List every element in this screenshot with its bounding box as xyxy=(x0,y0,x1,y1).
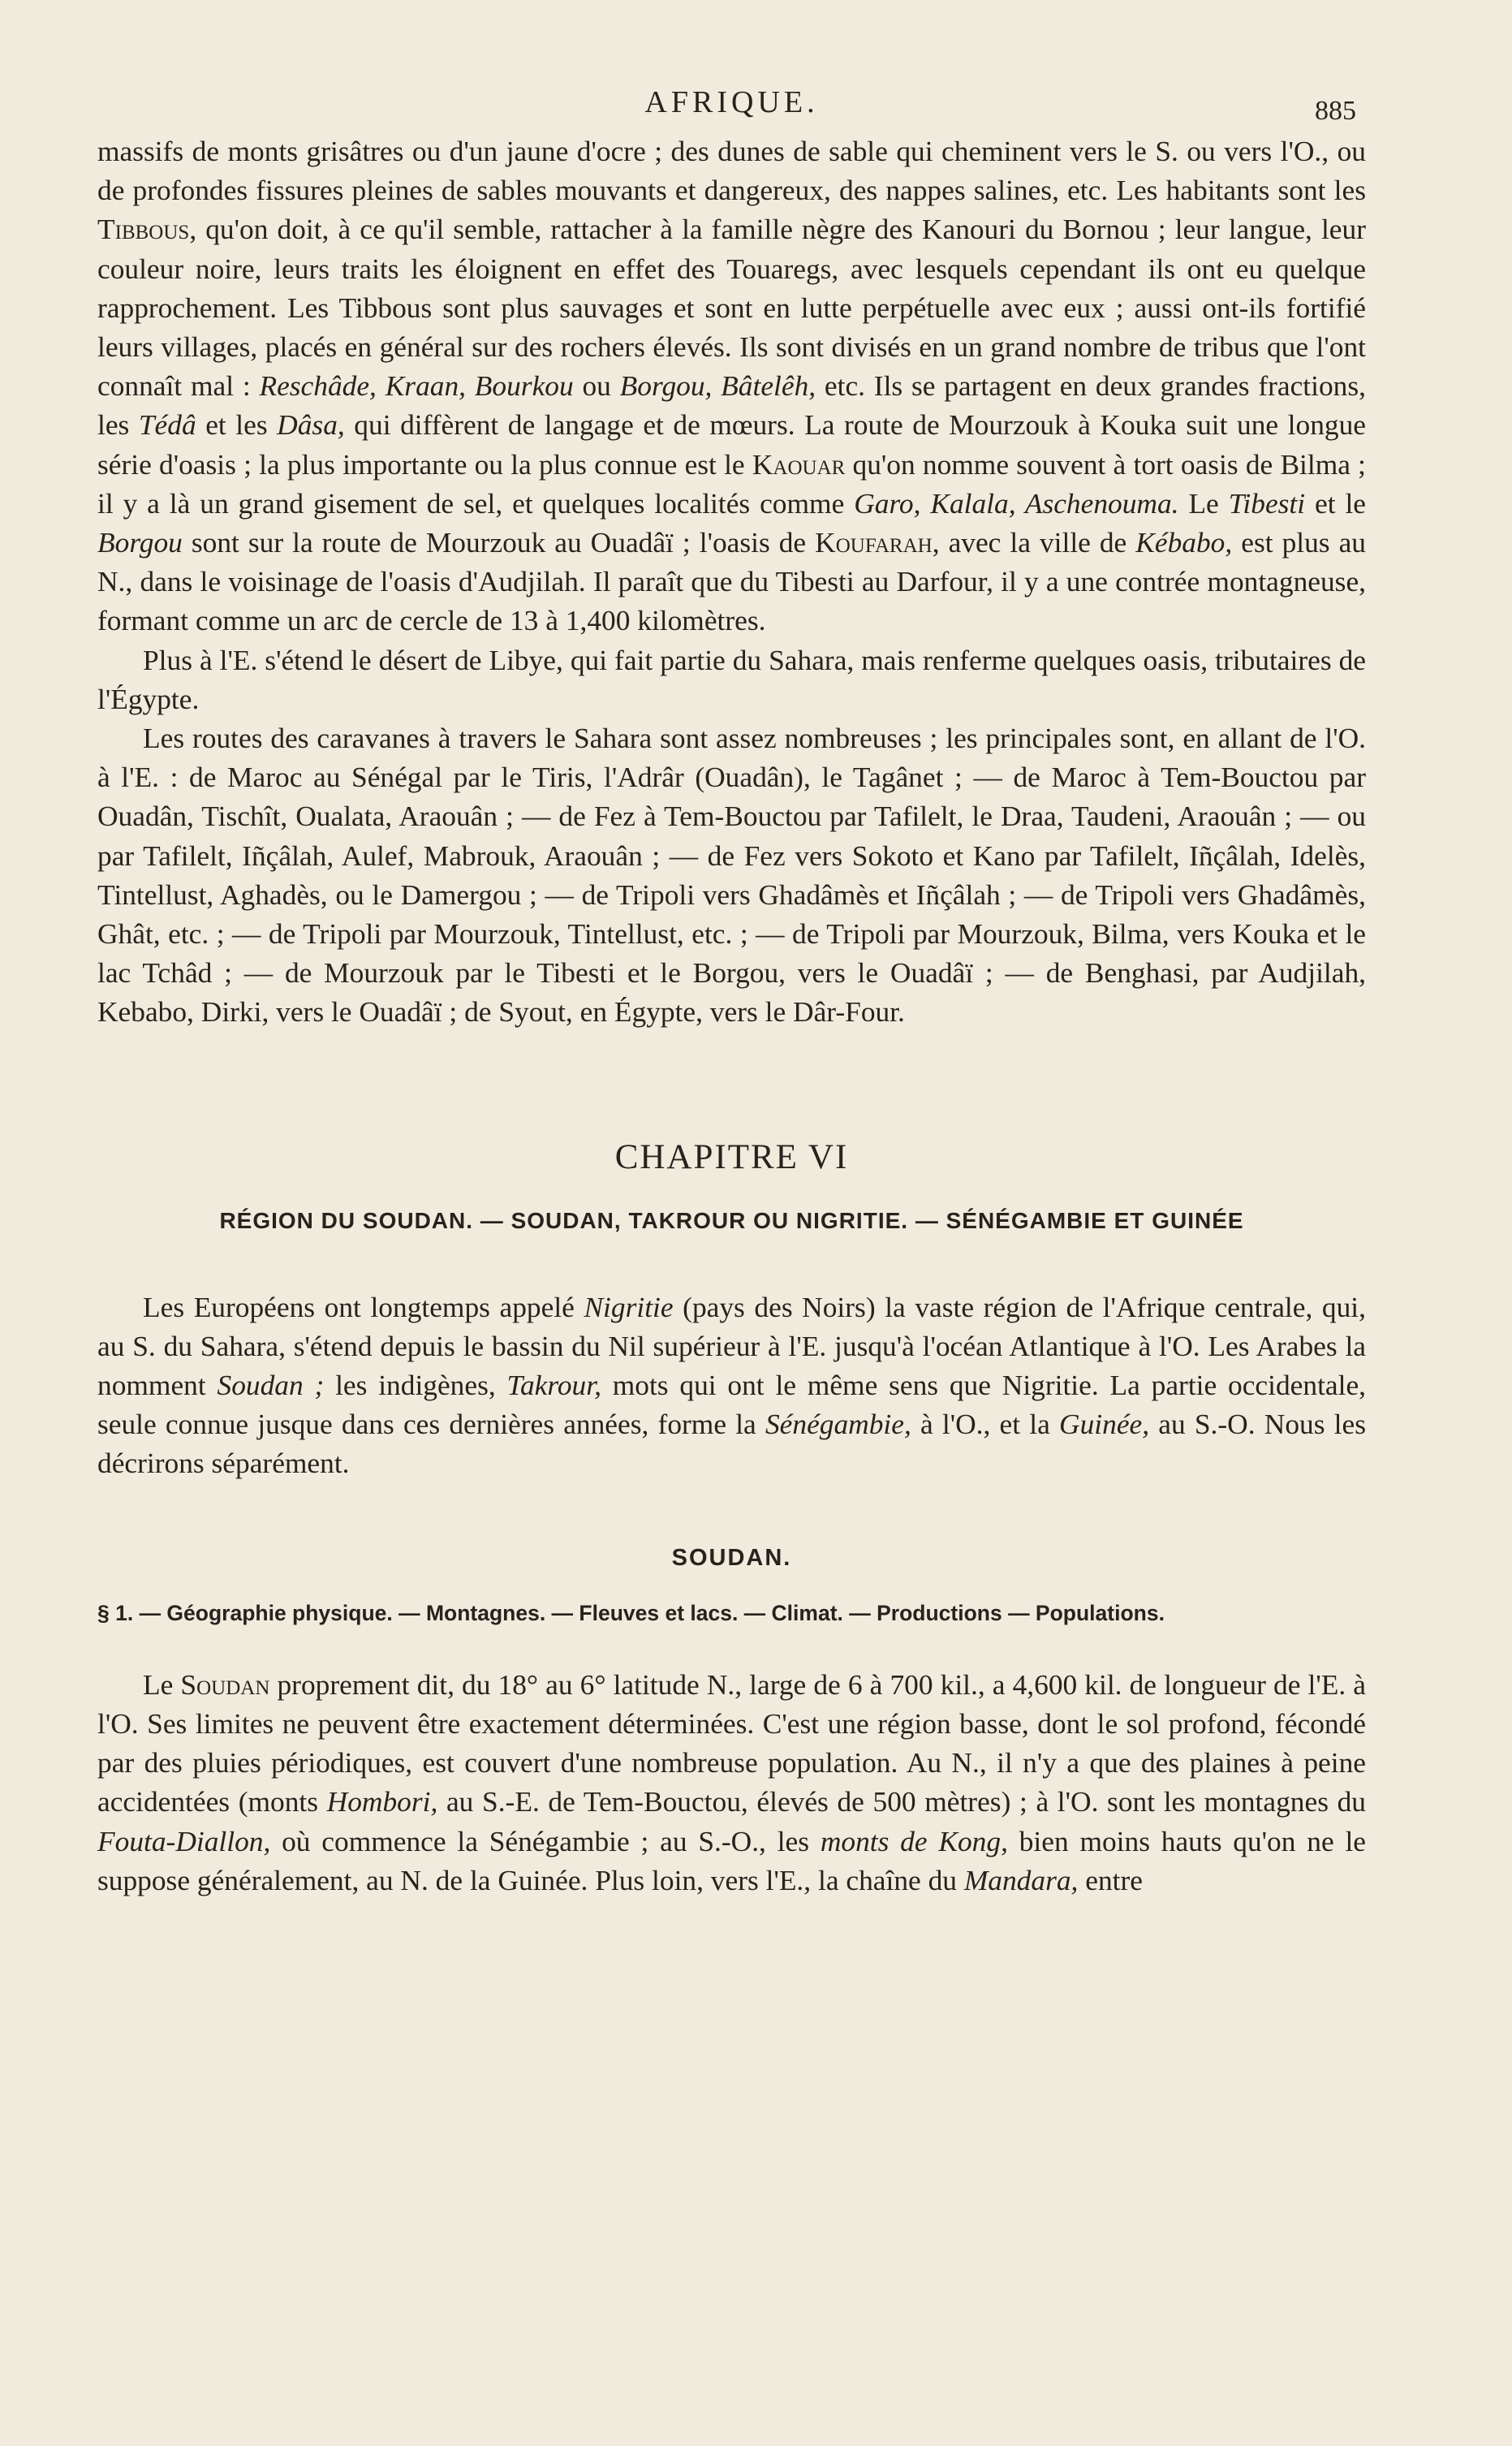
text-run: proprement dit, du 18° au 6° latitude N., large de 6 à 700 kil., a 4,600 kil. de longueur de l'E. à l'O. Ses limites ne peuvent être exactement déterminées. C'est une région basse, dont le sol profond, fécondé par des pluies périodiques, est couvert d'une nombreuse population. Au N., il n'y a que des plaines à peine accidentées (monts xyxy=(97,1667,1366,1818)
italic-term: Guinée, xyxy=(1059,1408,1150,1441)
chapter-subtitle: RÉGION DU SOUDAN. — SOUDAN, TAKROUR OU NIGRITIE. — SÉNÉGAMBIE ET GUINÉE xyxy=(219,1207,1244,1233)
text-run: bien moins hauts qu'on ne le suppose généralement, au N. de la Guinée. Plus loin, vers l'E., la chaîne du xyxy=(97,1824,1366,1896)
small-caps-term: Koufarah xyxy=(815,526,933,559)
italic-term: Fouta-Diallon, xyxy=(97,1824,271,1857)
italic-term: Kébabo, xyxy=(1135,526,1233,559)
text-run: , qu'on doit, à ce qu'il semble, rattacher à la famille nègre des Kanouri du Bornou ; leur langue, leur couleur noire, leurs traits les éloignent en effet des Touaregs, avec lesquels cependant ils ont eu quelque rapprochement. Les Tibbous sont plus sauvages et sont en lutte perpétuelle avec eux ; aussi ont-ils fortifié leurs villages, placés en général sur des rochers élevés. Ils sont divisés en un grand nombre de tribus que l'ont connaît mal : xyxy=(97,213,1366,403)
text-run: qu'on nomme souvent à tort oasis de Bilma ; il y a là un grand gisement de sel, et quelques localités comme xyxy=(97,447,1366,520)
italic-term: Hombori, xyxy=(326,1785,438,1818)
text-run: entre xyxy=(1078,1863,1143,1896)
text-run: mots qui ont le même sens que Nigritie. La partie occidentale, seule connue jusque dans ces dernières années, forme la xyxy=(97,1369,1367,1441)
italic-term: Borgou, Bâtelêh, xyxy=(619,369,816,403)
text-run: au S.-E. de Tem-Bouctou, élevés de 500 mètres) ; à l'O. sont les montagnes du xyxy=(437,1785,1366,1818)
italic-term: Garo, Kalala, Aschenouma. xyxy=(854,486,1179,520)
paragraph-soudan xyxy=(97,1665,1366,1900)
text-run: Le xyxy=(143,1667,181,1701)
small-caps-term: Tibbous xyxy=(97,213,190,246)
paragraph-libye: Plus à l'E. s'étend le désert de Libye, qui fait partie du Sahara, mais renferme quelques oasis, tributaires de l'Égypte. xyxy=(97,643,1366,715)
italic-term: Takrour, xyxy=(506,1369,601,1402)
section-heading: SOUDAN. xyxy=(671,1544,792,1571)
page-number: 885 xyxy=(1315,96,1356,126)
running-title: AFRIQUE. xyxy=(644,85,819,119)
running-header xyxy=(97,71,1366,128)
small-caps-term: Kaouar xyxy=(752,447,846,481)
small-caps-term: Soudan xyxy=(180,1667,270,1701)
text-run: Les Européens ont longtemps appelé xyxy=(143,1290,584,1323)
italic-term: Nigritie xyxy=(584,1290,674,1323)
chapter-title: CHAPITRE VI xyxy=(614,1137,849,1176)
text-run: , avec la ville de xyxy=(932,526,1136,559)
italic-term: Mandara, xyxy=(963,1863,1079,1896)
subsection-heading: § 1. — Géographie physique. — Montagnes. — Fleuves et lacs. — Climat. — Productions — Populations. xyxy=(97,1600,1165,1625)
italic-term: monts de Kong, xyxy=(820,1824,1008,1857)
italic-term: Tédâ xyxy=(138,408,196,442)
text-run: les indigènes, xyxy=(324,1369,507,1402)
text-run: où commence la Sénégambie ; au S.-O., les xyxy=(270,1824,821,1857)
text-run: sont sur la route de Mourzouk au Ouadâï ; l'oasis de xyxy=(182,526,816,559)
text-run: qui diffèrent de langage et de mœurs. La route de Mourzouk à Kouka suit une longue série d'oasis ; la plus importante ou la plus connue est le xyxy=(97,408,1366,481)
text-run: est plus au N., dans le voisinage de l'oasis d'Audjilah. Il paraît que du Tibesti au Darfour, il y a une contrée montagneuse, formant comme un arc de cercle de 13 à 1,400 kilomètres. xyxy=(97,526,1366,637)
text-run: à l'O., et la xyxy=(911,1408,1060,1441)
italic-term: Borgou xyxy=(97,526,183,559)
italic-term: Reschâde, Kraan, Bourkou xyxy=(259,369,574,403)
paragraph-caravan-routes: Les routes des caravanes à travers le Sahara sont assez nombreuses ; les principales sont, en allant de l'O. à l'E. : de Maroc au Sénégal par le Tiris, l'Adrâr (Ouadân), le Tagânet ; — de Maroc à Tem-Bouctou par Ouadân, Tischît, Oualata, Araouân ; — de Fez à Tem-Bouctou par Tafilelt, le Draa, Taudeni, Araouân ; — ou par Tafilelt, Iñçâlah, Aulef, Mabrouk, Araouân ; — de Fez vers Sokoto et Kano par Tafilelt, Iñçâlah, Idelès, Tintellust, Aghadès, ou le Damergou ; — de Tripoli vers Ghadâmès et Iñçâlah ; — de Tripoli vers Ghadâmès, Ghât, etc. ; — de Tripoli par Mourzouk, Tintellust, etc. ; — de Tripoli par Mourzouk, Bilma, vers Kouka et le lac Tchâd ; — de Mourzouk par le Tibesti et le Borgou, vers le Ouadâï ; — de Benghasi, par Audjilah, Kebabo, Dirki, vers le Ouadâï ; de Syout, en Égypte, vers le Dâr-Four. xyxy=(97,722,1366,1029)
text-run: et les xyxy=(196,408,278,442)
text-run: Le xyxy=(1178,486,1229,520)
text-run: etc. Ils se partagent en deux grandes fractions, les xyxy=(97,369,1366,442)
paragraph-tibbous xyxy=(97,132,1366,641)
text-run: ou xyxy=(573,369,620,403)
paragraph-nigritie xyxy=(97,1288,1366,1483)
italic-term: Sénégambie, xyxy=(765,1408,911,1441)
italic-term: Soudan ; xyxy=(217,1369,325,1402)
text-run: massifs de monts grisâtres ou d'un jaune d'ocre ; des dunes de sable qui cheminent vers le S. ou vers l'O., ou de profondes fissures pleines de sables mouvants et dangereux, des nappes salines, etc. Les habitants sont les xyxy=(97,135,1366,207)
text-run: et le xyxy=(1305,486,1366,520)
text-run: (pays des Noirs) la vaste région de l'Afrique centrale, qui, au S. du Sahara, s'étend depuis le bassin du Nil supérieur à l'E. jusqu'à l'océan Atlantique à l'O. Les Arabes la nomment xyxy=(97,1290,1366,1402)
italic-term: Tibesti xyxy=(1228,486,1306,520)
text-run: au S.-O. Nous les décrirons séparément. xyxy=(97,1408,1366,1480)
italic-term: Dâsa, xyxy=(277,408,345,442)
